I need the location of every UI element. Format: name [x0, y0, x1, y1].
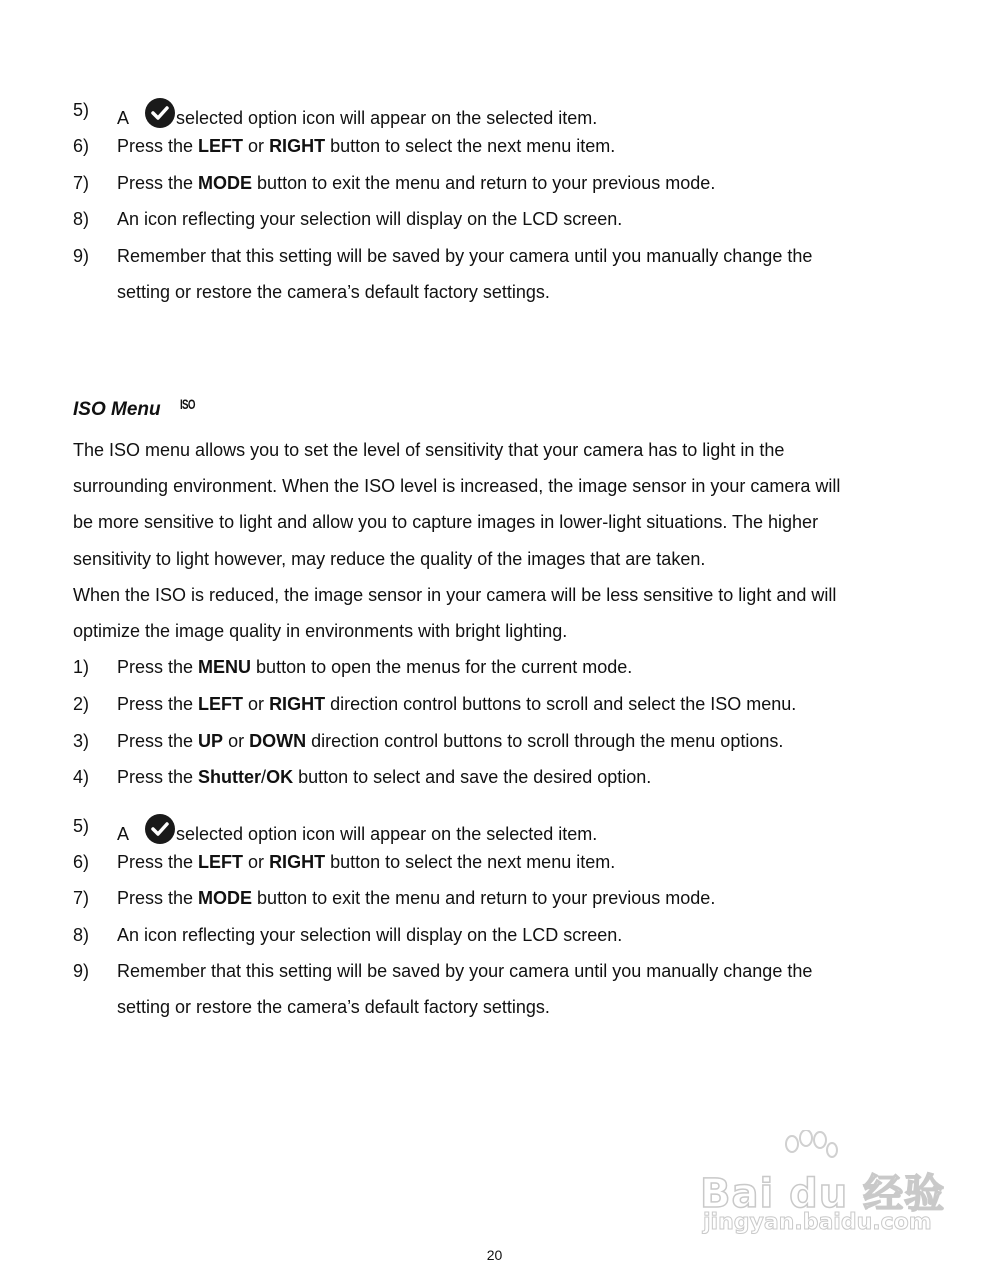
watermark-url: jingyan.baidu.com	[703, 1210, 932, 1235]
page-number: 20	[486, 1247, 503, 1263]
iso-icon: ISO	[180, 396, 195, 412]
paragraph-line: sensitivity to light however, may reduce the quality of the images that are taken.	[73, 549, 706, 569]
check-circle-icon	[145, 814, 175, 844]
paragraph-line: The ISO menu allows you to set the level of sensitivity that your camera has to light in the	[73, 440, 785, 460]
watermark-logo: Bai du 经验	[700, 1171, 946, 1217]
paragraph-line: be more sensitive to light and allow you to capture images in lower-light situations. The higher	[73, 512, 819, 532]
paragraph-line: optimize the image quality in environments with bright lighting.	[73, 621, 568, 641]
check-circle-icon	[145, 98, 175, 128]
paragraph-line: surrounding environment. When the ISO level is increased, the image sensor in your camera will	[73, 476, 841, 496]
paragraph-line: When the ISO is reduced, the image sensor in your camera will be less sensitive to light and will	[73, 585, 837, 605]
section-title: ISO Menu	[73, 399, 161, 420]
